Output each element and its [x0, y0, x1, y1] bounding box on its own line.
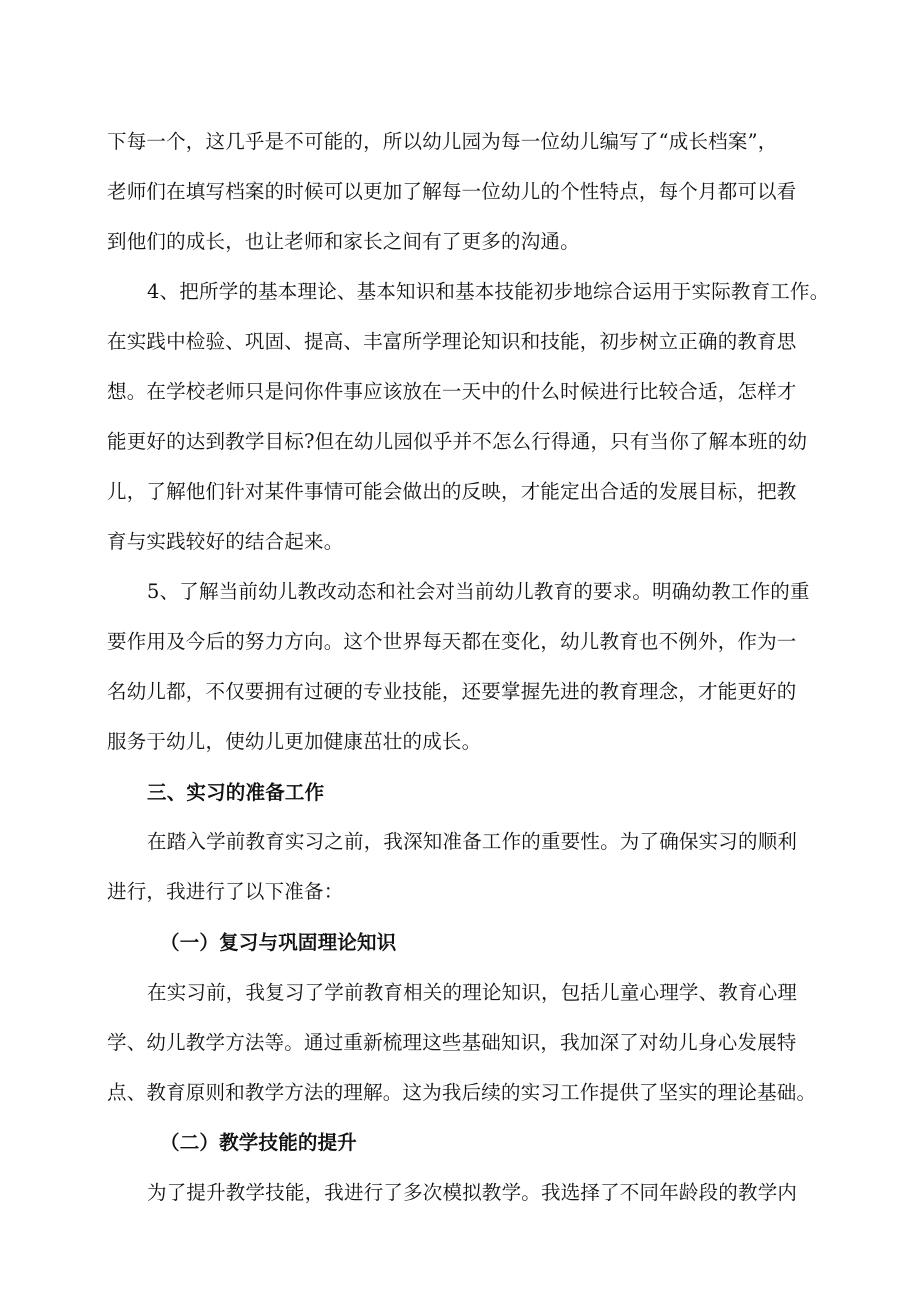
- paragraph-line: 为了提升教学技能，我进行了多次模拟教学。我选择了不同年龄段的教学内: [147, 1181, 798, 1204]
- paragraph-line: 能更好的达到教学目标?但在幼儿园似乎并不怎么行得通，只有当你了解本班的幼: [107, 430, 808, 453]
- paragraph-line: 想。在学校老师只是问你件事应该放在一天中的什么时候进行比较合适，怎样才: [107, 380, 797, 403]
- paragraph-line: 名幼儿都，不仅要拥有过硬的专业技能，还要掌握先进的教育理念，才能更好的: [107, 680, 797, 703]
- paragraph-line: 育与实践较好的结合起来。: [107, 530, 344, 553]
- paragraph-line: 在实践中检验、巩固、提高、丰富所学理论知识和技能，初步树立正确的教育思: [107, 330, 797, 353]
- paragraph-line: 儿，了解他们针对某件事情可能会做出的反映，才能定出合适的发展目标，把教: [107, 480, 797, 503]
- paragraph-line: 在实习前，我复习了学前教育相关的理论知识，包括儿童心理学、教育心理: [147, 981, 798, 1004]
- section-heading: 三、实习的准备工作: [147, 781, 325, 804]
- subsection-heading: （二）教学技能的提升: [160, 1131, 358, 1154]
- paragraph-line: 在踏入学前教育实习之前，我深知准备工作的重要性。为了确保实习的顺利: [147, 830, 798, 853]
- paragraph-line: 要作用及今后的努力方向。这个世界每天都在变化，幼儿教育也不例外，作为一: [107, 630, 797, 653]
- paragraph-line: 学、幼儿教学方法等。通过重新梳理这些基础知识，我加深了对幼儿身心发展特: [107, 1031, 797, 1054]
- paragraph-line: 5、了解当前幼儿教改动态和社会对当前幼儿教育的要求。明确幼教工作的重: [147, 580, 810, 603]
- paragraph-line: 下每一个，这几乎是不可能的，所以幼儿园为每一位幼儿编写了“成长档案”，: [107, 130, 778, 153]
- paragraph-line: 点、教育原则和教学方法的理解。这为我后续的实习工作提供了坚实的理论基础。: [107, 1081, 817, 1104]
- paragraph-line: 服务于幼儿，使幼儿更加健康茁壮的成长。: [107, 730, 482, 753]
- paragraph-line: 老师们在填写档案的时候可以更加了解每一位幼儿的个性特点，每个月都可以看: [107, 180, 797, 203]
- paragraph-line: 进行，我进行了以下准备：: [107, 880, 344, 903]
- paragraph-line: 到他们的成长，也让老师和家长之间有了更多的沟通。: [107, 230, 580, 253]
- paragraph-line: 4、把所学的基本理论、基本知识和基本技能初步地综合运用于实际教育工作。: [147, 280, 830, 303]
- subsection-heading: （一）复习与巩固理论知识: [160, 931, 397, 954]
